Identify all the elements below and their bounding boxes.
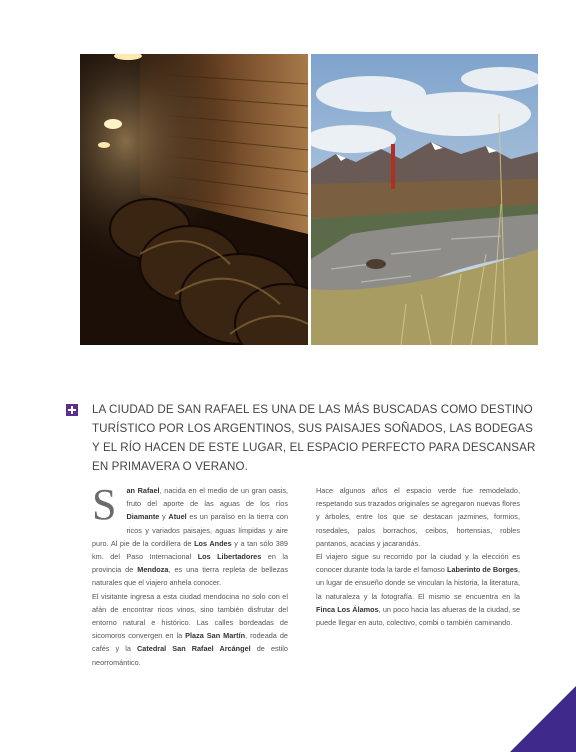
bold-term: Atuel (168, 512, 187, 522)
bold-term: Los Andes (194, 538, 232, 548)
paragraph-3 (316, 484, 520, 550)
paragraph-4 (316, 550, 520, 629)
text-run: en la provincia de (92, 552, 288, 575)
text-run: Hace algunos años el espacio verde fue remodelado, respetando sus trazados originales se agregaron nuevas flores y árboles, entre los que se destacan jazmines, formios, rosedales, palos borrachos, ceibos, hortensias, robles pantanos, acacias y jacarandás. (316, 486, 520, 548)
mountain-river-photo (311, 54, 538, 345)
bold-term: Mendoza (137, 565, 169, 575)
corner-triangle-decoration (510, 686, 576, 752)
bold-term: Plaza San Martín (185, 631, 246, 641)
text-run: , nacida en el medio de un gran oasis, fruto del aporte de las aguas de los ríos (126, 486, 288, 509)
text-run: es un paraíso en la tierra con ricos y variados paisajes, aguas límpidas y aire puro. Al pie de la cordillera de (92, 512, 288, 548)
lead-paragraph (66, 400, 536, 476)
text-run: y a tan sólo 389 km. del Paso Internacional (92, 538, 288, 562)
bold-term: Finca Los Álamos (316, 604, 379, 614)
bold-term: Catedral San Rafael Arcángel (137, 644, 251, 654)
wine-cellar-photo (80, 54, 308, 345)
bold-term: Los Libertadores (197, 552, 262, 562)
text-run: , rodeada de cafés y la (92, 631, 288, 654)
text-run: de estilo neorromántico. (92, 644, 288, 667)
article-column-left (92, 480, 288, 669)
text-run: y (159, 512, 169, 522)
text-run: , un poco hacia las afueras de la ciudad, se puede llegar en auto, colectivo, combi o también caminando. (316, 604, 520, 628)
bold-term: Laberinto de Borges (447, 565, 518, 575)
paragraph-1 (92, 480, 288, 590)
plus-icon (66, 404, 78, 416)
lead-text: LA CIUDAD DE SAN RAFAEL ES UNA DE LAS MÁS BUSCADAS COMO DESTINO TURÍSTICO POR LOS ARGENTINOS, SUS PAISAJES SOÑADOS, LAS BODEGAS Y EL RÍO HACEN DE ESTE LUGAR, EL ESPACIO PERFECTO PARA DESCANSAR EN PRIMAVERA O VERANO. (92, 403, 536, 473)
text-run: El visitante ingresa a esta ciudad mendocina no solo con el afán de encontrar ricos vinos, sino también disfrutar del entorno natural e histórico. Las calles bordeadas de sicomoros convergen en la (92, 591, 288, 641)
article-column-right (316, 484, 520, 629)
drop-cap: S (92, 480, 117, 529)
bold-term: Diamante (126, 512, 160, 522)
text-run: , un lugar de ensueño donde se vinculan la historia, la literatura, la naturaleza y la fotografía. El mismo se encuentra en la (316, 565, 521, 601)
text-run: El viajero sigue su recorrido por la ciudad y la elección es conocer durante toda la tarde el famoso (316, 552, 520, 575)
paragraph-2 (92, 590, 288, 669)
bold-term: an Rafael (126, 486, 160, 495)
text-run: , es una tierra repleta de bellezas naturales que el viajero anhela conocer. (92, 565, 288, 588)
